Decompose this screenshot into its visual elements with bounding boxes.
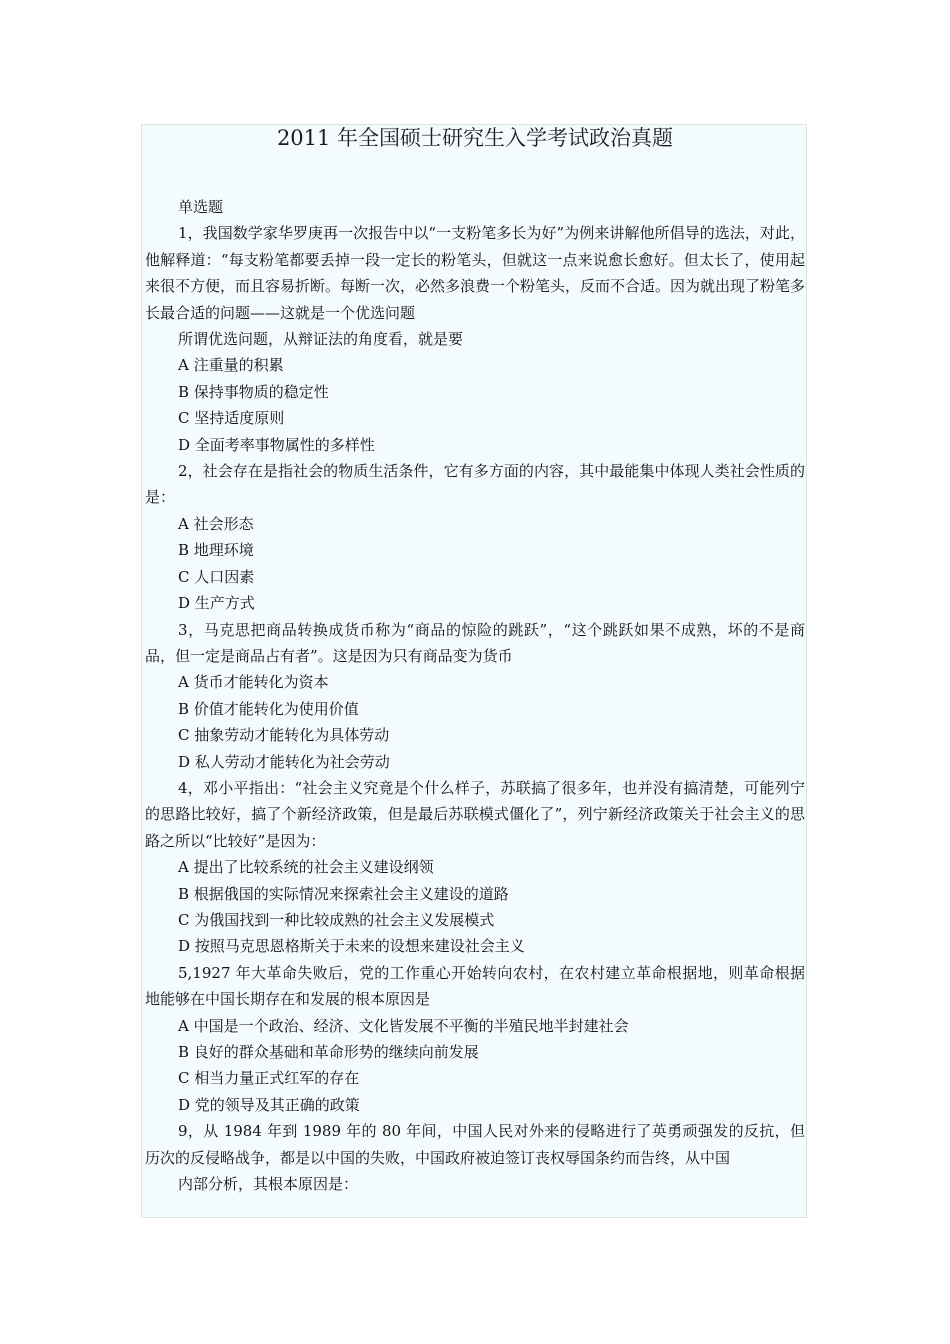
question-3-stem: 3，马克思把商品转换成货币称为“商品的惊险的跳跃”，“这个跳跃如果不成熟，坏的不是商品，但一定是商品占有者”。这是因为只有商品变为货币 [145, 620, 805, 665]
question-5-option-d: D 党的领导及其正确的政策 [178, 1095, 360, 1114]
question-5-option-b: B 良好的群众基础和革命形势的继续向前发展 [178, 1043, 479, 1061]
document-body [145, 194, 805, 1197]
question-2-option-d: D 生产方式 [178, 594, 255, 613]
document-page [141, 124, 807, 1218]
question-5-option-c: C 相当力量正式红军的存在 [178, 1069, 360, 1088]
question-5-option-a: A 中国是一个政治、经济、文化皆发展不平衡的半殖民地半封建社会 [178, 1016, 629, 1035]
question-3-option-c: C 抽象劳动才能转化为具体劳动 [178, 726, 390, 745]
question-3-option-d: D 私人劳动才能转化为社会劳动 [178, 752, 390, 771]
question-1-option-d: D 全面考率事物属性的多样性 [178, 435, 375, 454]
question-1-option-b: B 保持事物质的稳定性 [178, 382, 329, 401]
question-1-option-c: C 坚持适度原则 [178, 409, 285, 428]
question-4-option-a: A 提出了比较系统的社会主义建设纲领 [178, 858, 434, 877]
question-2-option-b: B 地理环境 [178, 541, 254, 560]
page-title: 2011 年全国硕士研究生入学考试政治真题 [276, 126, 674, 150]
question-4-stem: 4，邓小平指出：“社会主义究竟是个什么样子，苏联搞了很多年，也并没有搞清楚，可能列宁的思路比较好，搞了个新经济政策，但是最后苏联模式僵化了”，列宁新经济政策关于社会主义的思路之所以“比较好”是因为： [145, 778, 805, 850]
question-3-option-a: A 货币才能转化为资本 [178, 673, 329, 692]
question-1-option-a: A 注重量的积累 [178, 356, 284, 375]
question-1-stem: 1，我国数学家华罗庚再一次报告中以“一支粉笔多长为好”为例来讲解他所倡导的选法，对此，他解释道：“每支粉笔都要丢掉一段一定长的粉笔头，但就这一点来说愈长愈好。但太长了，使用起来很不方便，而且容易折断。每断一次，必然多浪费一个粉笔头，反而不合适。因为就出现了粉笔多长最合适的问题——这就是一个优选问题 [145, 224, 806, 322]
question-9-stem-continued: 内部分析，其根本原因是： [178, 1175, 359, 1194]
question-2-option-c: C 人口因素 [178, 567, 255, 586]
question-1-prompt: 所谓优选问题，从辩证法的角度看，就是要 [178, 330, 464, 349]
question-2-stem: 2，社会存在是指社会的物质生活条件，它有多方面的内容，其中最能集中体现人类社会性质的是： [145, 462, 805, 507]
question-4-option-d: D 按照马克思恩格斯关于未来的设想来建设社会主义 [178, 937, 525, 956]
question-5-stem: 5,1927 年大革命失败后，党的工作重心开始转向农村，在农村建立革命根据地，则革命根据地能够在中国长期存在和发展的根本原因是 [145, 963, 805, 1009]
question-2-option-a: A 社会形态 [178, 514, 254, 533]
question-3-option-b: B 价值才能转化为使用价值 [178, 699, 359, 718]
question-9-stem: 9，从 1984 年到 1989 年的 80 年间，中国人民对外来的侵略进行了英勇顽强发的反抗，但历次的反侵略战争，都是以中国的失败，中国政府被迫签订丧权辱国条约而告终，从中国 [145, 1122, 805, 1167]
question-4-option-c: C 为俄国找到一种比较成熟的社会主义发展模式 [178, 910, 495, 929]
section-heading: 单选题 [178, 198, 224, 216]
question-4-option-b: B 根据俄国的实际情况来探索社会主义建设的道路 [178, 884, 509, 903]
